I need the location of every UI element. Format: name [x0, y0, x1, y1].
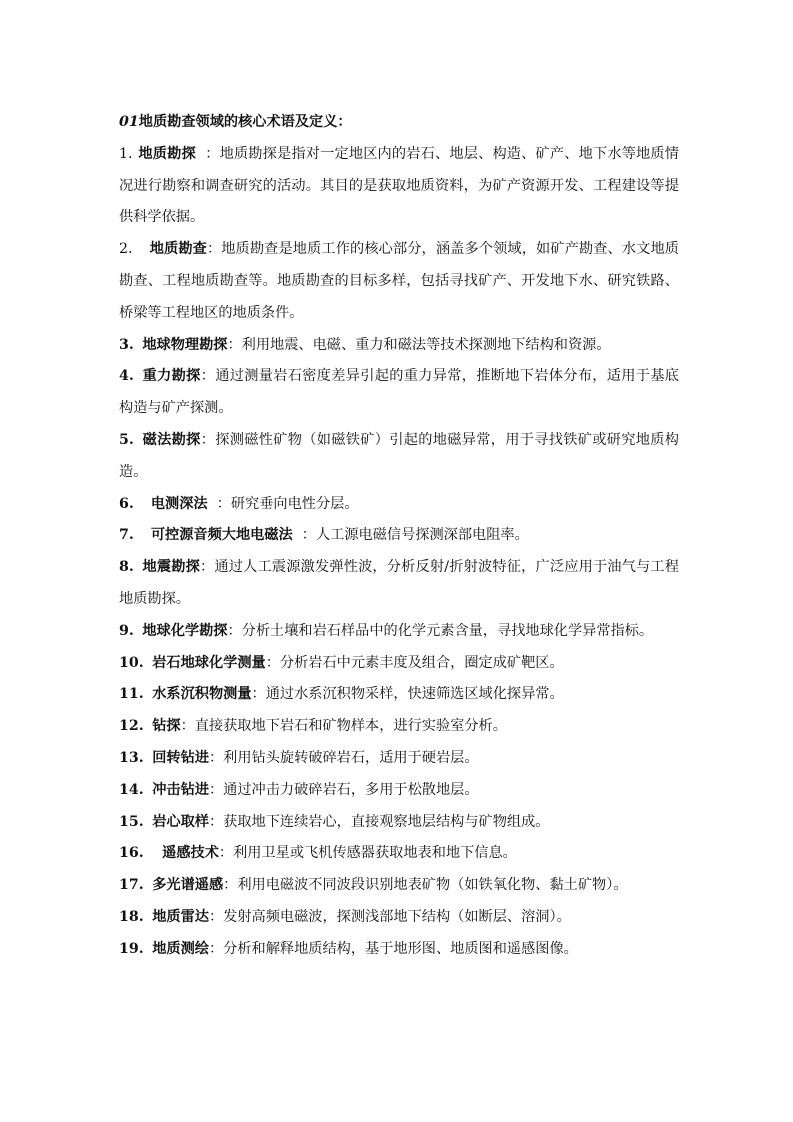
entry-term: 冲击钻进	[152, 781, 209, 798]
entry-separator: ：	[180, 718, 195, 735]
entry-separator: ：	[208, 940, 224, 957]
entry-number: 6.	[119, 495, 134, 512]
entry-separator: ：	[292, 527, 316, 544]
entry-term: 磁法勘探	[142, 431, 201, 448]
entry-term: 多光谱遥感	[152, 877, 224, 894]
heading-number: 01	[119, 114, 139, 130]
entry-term: 重力勘探	[142, 368, 201, 385]
entry-term: 地球化学勘探	[142, 622, 228, 639]
document-body	[119, 107, 679, 966]
entry-definition: 利用电磁波不同波段识别地表矿物（如铁氧化物、黏土矿物）。	[237, 877, 628, 894]
term-entry	[119, 743, 679, 775]
term-entry	[119, 679, 679, 711]
entry-number: 19.	[119, 940, 144, 957]
term-entry	[119, 870, 679, 902]
term-entry	[119, 616, 679, 648]
entry-separator: ：	[251, 686, 266, 703]
entry-number: 17.	[119, 877, 144, 894]
entry-definition: 获取地下连续岩心，直接观察地层结构与矿物组成。	[223, 813, 550, 830]
term-entry	[119, 520, 679, 552]
entry-number: 3.	[119, 336, 134, 353]
term-entry	[119, 489, 679, 521]
entry-number: 16.	[119, 845, 144, 862]
term-entry	[119, 552, 679, 616]
term-entry	[119, 807, 679, 839]
term-entry	[119, 934, 679, 966]
term-entry	[119, 648, 679, 680]
entry-separator: ：	[208, 908, 224, 925]
entry-number: 2.	[119, 241, 133, 258]
entry-separator: ：	[200, 559, 215, 576]
term-entry	[119, 234, 679, 329]
entry-term: 电测深法	[150, 495, 208, 512]
entry-definition: 地质勘查是地质工作的核心部分，涵盖多个领域，如矿产勘查、水文地质勘查、工程地质勘查等。地质勘查的目标多样，包括寻找矿产、开发地下水、研究铁路、桥梁等工程地区的地质条件。	[119, 241, 679, 321]
term-entry	[119, 902, 679, 934]
entry-number: 15.	[119, 813, 144, 830]
entry-term: 钻探	[152, 718, 181, 735]
entry-separator: ：	[207, 495, 231, 512]
entry-number: 8.	[119, 559, 134, 576]
entry-definition: 通过测量岩石密度差异引起的重力异常，推断地下岩体分布，适用于基底构造与矿产探测。	[119, 368, 679, 417]
entry-term: 地质测绘	[152, 940, 209, 957]
entry-term: 地质勘探	[138, 145, 196, 162]
entry-definition: 地质勘探是指对一定地区内的岩石、地层、构造、矿产、地下水等地质情况进行勘察和调查研究的活动。其目的是获取地质资料，为矿产资源开发、工程建设等提供科学依据。	[119, 145, 679, 226]
entry-definition: 通过人工震源激发弹性波，分析反射/折射波特征，广泛应用于油气与工程地质勘探。	[119, 559, 679, 607]
entry-number: 18.	[119, 908, 144, 925]
entry-definition: 分析土壤和岩石样品中的化学元素含量，寻找地球化学异常指标。	[241, 622, 654, 639]
entry-term: 岩石地球化学测量	[152, 654, 266, 671]
term-entry	[119, 711, 679, 743]
entry-definition: 直接获取地下岩石和矿物样本，进行实验室分析。	[194, 718, 507, 735]
term-entry	[119, 838, 679, 870]
entry-number: 11.	[119, 686, 144, 703]
entry-definition: 发射高频电磁波，探测浅部地下结构（如断层、溶洞）。	[223, 908, 571, 925]
entry-separator: ：	[265, 654, 280, 671]
entry-definition: 利用卫星或飞机传感器获取地表和地下信息。	[233, 845, 517, 862]
entry-number: 9.	[119, 622, 134, 639]
entry-separator: ：	[195, 145, 220, 162]
entry-separator: ：	[223, 877, 238, 894]
entry-term: 地质勘查	[149, 241, 207, 258]
entry-number: 13.	[119, 749, 144, 766]
entry-separator: ：	[218, 845, 234, 862]
entry-definition: 利用地震、电磁、重力和磁法等技术探测地下结构和资源。	[241, 336, 611, 353]
entry-definition: 人工源电磁信号探测深部电阻率。	[315, 527, 529, 544]
entry-definition: 分析岩石中元素丰度及组合，圈定成矿靶区。	[279, 654, 564, 671]
heading-text: 地质勘查领域的核心术语及定义：	[138, 114, 352, 130]
entry-number: 7.	[119, 527, 134, 544]
term-list	[119, 139, 679, 966]
term-entry	[119, 425, 679, 489]
term-entry	[119, 139, 679, 234]
entry-number: 14.	[119, 781, 144, 798]
entry-term: 回转钻进	[152, 749, 209, 766]
entry-definition: 通过冲击力破碎岩石，多用于松散地层。	[223, 781, 479, 798]
entry-separator: ：	[227, 622, 242, 639]
entry-term: 可控源音频大地电磁法	[150, 527, 293, 544]
entry-separator: ：	[208, 813, 224, 830]
entry-definition: 研究垂向电性分层。	[230, 495, 359, 512]
entry-number: 1.	[119, 145, 133, 162]
entry-separator: ：	[227, 336, 242, 353]
entry-definition: 分析和解释地质结构，基于地形图、地质图和遥感图像。	[223, 940, 578, 957]
entry-separator: ：	[208, 749, 224, 766]
term-entry	[119, 361, 679, 425]
entry-term: 岩心取样	[152, 813, 209, 830]
entry-term: 遥感技术	[162, 845, 219, 862]
section-heading	[119, 107, 679, 139]
entry-separator: ：	[200, 368, 216, 385]
entry-term: 地球物理勘探	[142, 336, 228, 353]
entry-definition: 利用钻头旋转破碎岩石，适用于硬岩层。	[223, 749, 479, 766]
entry-number: 12.	[119, 718, 144, 735]
term-entry	[119, 330, 679, 362]
entry-number: 5.	[119, 431, 134, 448]
entry-number: 10.	[119, 654, 144, 671]
entry-separator: ：	[208, 781, 224, 798]
entry-definition: 通过水系沉积物采样，快速筛选区域化探异常。	[265, 686, 564, 703]
term-entry	[119, 775, 679, 807]
entry-separator: ：	[206, 241, 222, 258]
entry-term: 水系沉积物测量	[152, 686, 252, 703]
entry-definition: 探测磁性矿物（如磁铁矿）引起的地磁异常，用于寻找铁矿或研究地质构造。	[119, 431, 679, 480]
entry-separator: ：	[200, 431, 216, 448]
entry-number: 4.	[119, 368, 134, 385]
entry-term: 地质雷达	[152, 908, 209, 925]
entry-term: 地震勘探	[142, 559, 200, 576]
